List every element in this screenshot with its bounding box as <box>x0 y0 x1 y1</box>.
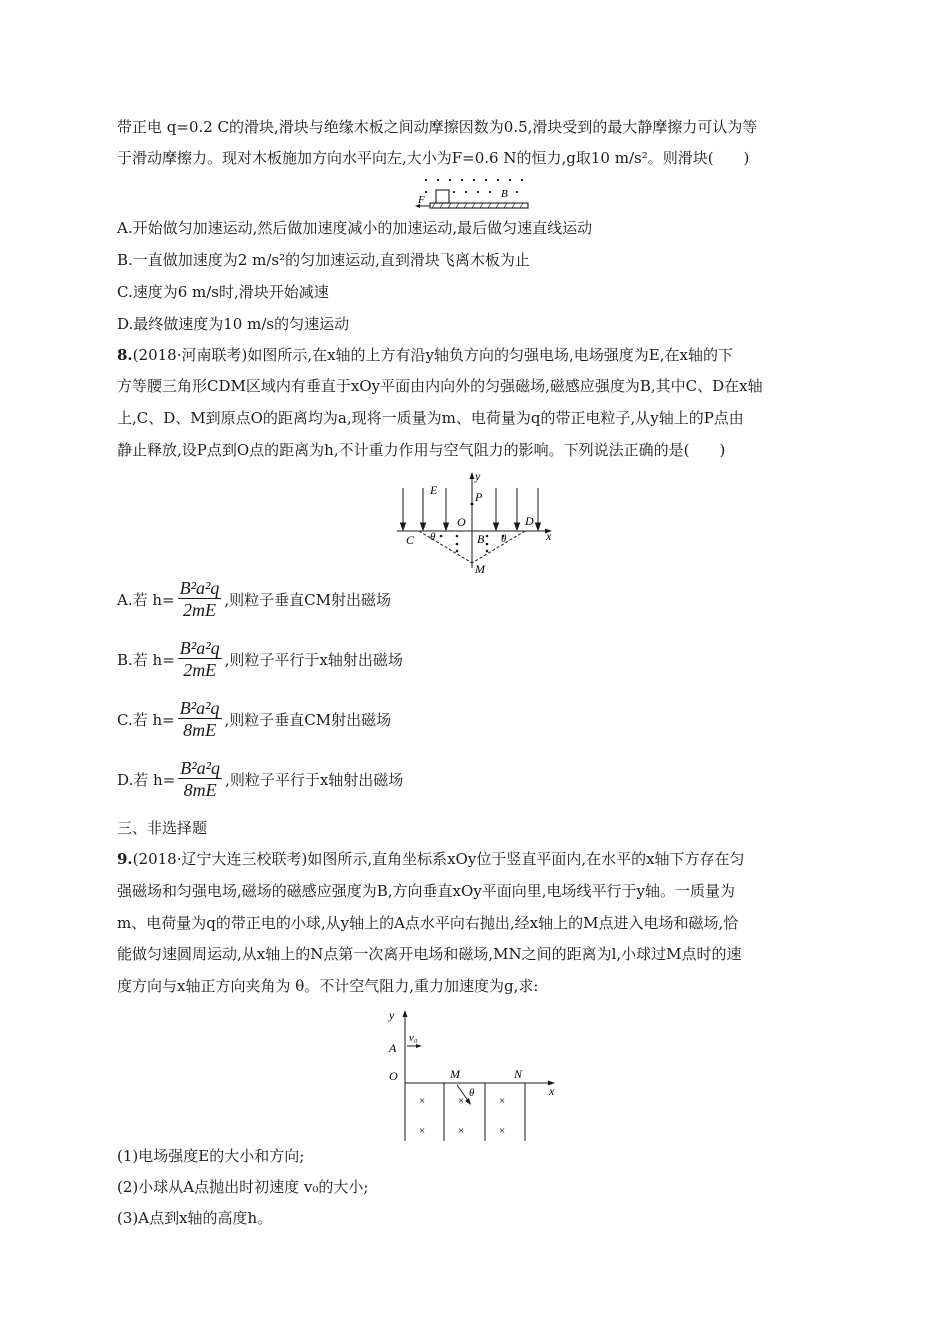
q8-option-d[interactable]: D.若 h= $\frac{\text{B²a²q}}{8mE}$ ,则粒子平行于x轴射出磁场 <box>117 758 404 800</box>
label-theta-left: θ <box>430 531 436 543</box>
q9-figure <box>385 1005 563 1145</box>
q7-text-line-1: 带正电 q=0.2 C的滑块,滑块与绝缘木板之间动摩擦因数为0.5,滑块受到的最大静摩擦力可认为等 <box>117 118 758 136</box>
q9-text-line-2: 强磁场和匀强电场,磁场的磁感应强度为B,方向垂直xOy平面向里,电场线平行于y轴。一质量为 <box>117 882 736 900</box>
label-A: A <box>389 1041 397 1055</box>
q8-text-line-1: 8.(2018·河南联考)如图所示,在x轴的上方有沿y轴负方向的匀强电场,电场强度为E,在x轴的下 <box>117 346 733 364</box>
label-N: N <box>514 1067 523 1081</box>
label-B: B <box>477 532 485 546</box>
q9-text-line-3: m、电荷量为q的带正电的小球,从y轴上的A点水平向右抛出,经x轴上的M点进入电场和磁场,恰 <box>117 914 739 932</box>
label-M: M <box>475 562 485 576</box>
label-P: P <box>475 490 483 504</box>
q9-part-2: (2)小球从A点抛出时初速度 v₀的大小; <box>117 1178 369 1196</box>
label-B: B <box>501 188 508 200</box>
magnetic-field-crosses <box>419 1095 505 1137</box>
q8-number: 8. <box>117 346 133 364</box>
q8-figure <box>395 470 560 578</box>
svg-text:×: × <box>419 1125 426 1137</box>
q7-figure <box>414 176 530 216</box>
label-C: C <box>406 533 415 547</box>
q7-option-c[interactable]: C.速度为6 m/s时,滑块开始减速 <box>117 283 329 301</box>
q8-text-line-2: 方等腰三角形CDM区域内有垂直于xOy平面由内向外的匀强磁场,磁感应强度为B,其中C、D在x轴 <box>117 377 763 395</box>
label-v0: v₀ <box>409 1032 418 1044</box>
q7-text-line-2: 于滑动摩擦力。现对木板施加方向水平向左,大小为F=0.6 N的恒力,g取10 m/s²。则滑块( ) <box>117 149 750 167</box>
q8-text-line-3: 上,C、D、M到原点O的距离均为a,现将一质量为m、电荷量为q的带正电粒子,从y轴上的P点由 <box>117 409 744 427</box>
label-F: F <box>418 194 425 206</box>
q9-number: 9. <box>117 850 133 868</box>
fraction: $\frac{\text{B²a²q}}{2mE}$ <box>179 638 220 680</box>
label-x: x <box>549 1084 555 1098</box>
q7-option-d[interactable]: D.最终做速度为10 m/s的匀速运动 <box>117 315 350 333</box>
q9-text-line-4: 能做匀速圆周运动,从x轴上的N点第一次离开电场和磁场,MN之间的距离为l,小球过M点时的速 <box>117 945 742 963</box>
slider-block <box>436 190 449 203</box>
fraction: $\frac{\text{B²a²q}}{2mE}$ <box>179 578 220 620</box>
q9-text-line-1: 9.(2018·辽宁大连三校联考)如图所示,直角坐标系xOy位于竖直平面内,在水平的x轴下方存在匀 <box>117 850 745 868</box>
field-boundary-lines <box>444 1083 525 1141</box>
label-O: O <box>457 515 466 529</box>
svg-text:×: × <box>458 1125 465 1137</box>
q8-option-c[interactable]: C.若 h= $\frac{\text{B²a²q}}{8mE}$ ,则粒子垂直CM射出磁场 <box>117 698 392 740</box>
label-E: E <box>430 483 438 497</box>
q8-text-line-4: 静止释放,设P点到O点的距离为h,不计重力作用与空气阻力的影响。下列说法正确的是( ) <box>117 441 726 459</box>
svg-text:×: × <box>499 1125 506 1137</box>
label-D: D <box>525 514 534 528</box>
fraction: $\frac{\text{B²a²q}}{8mE}$ <box>179 698 220 740</box>
svg-text:×: × <box>499 1095 506 1107</box>
fraction: $\frac{\text{B²a²q}}{8mE}$ <box>180 758 221 800</box>
q7-option-b[interactable]: B.一直做加速度为2 m/s²的匀加速运动,直到滑块飞离木板为止 <box>117 251 530 269</box>
label-theta: θ <box>469 1087 475 1099</box>
q9-text-line-5: 度方向与x轴正方向夹角为 θ。不计空气阻力,重力加速度为g,求: <box>117 977 539 995</box>
field-dots <box>425 179 523 193</box>
label-O: O <box>389 1069 398 1083</box>
q9-part-1: (1)电场强度E的大小和方向; <box>117 1147 305 1165</box>
label-theta-right: θ <box>501 533 507 545</box>
q7-option-a[interactable]: A.开始做匀加速运动,然后做加速度减小的加速运动,最后做匀速直线运动 <box>117 219 593 237</box>
svg-text:×: × <box>419 1095 426 1107</box>
q9-part-3: (3)A点到x轴的高度h。 <box>117 1209 273 1227</box>
section-heading: 三、非选择题 <box>117 819 208 837</box>
label-x: x <box>546 529 552 543</box>
svg-text:×: × <box>458 1095 465 1107</box>
q8-option-a[interactable]: A.若 h= $\frac{\text{B²a²q}}{2mE}$ ,则粒子垂直CM射出磁场 <box>117 578 392 620</box>
label-M: M <box>450 1067 460 1081</box>
label-y: y <box>475 470 481 483</box>
electric-field-lines <box>401 488 541 530</box>
label-y: y <box>389 1008 395 1022</box>
q8-option-b[interactable]: B.若 h= $\frac{\text{B²a²q}}{2mE}$ ,则粒子平行于x轴射出磁场 <box>117 638 403 680</box>
